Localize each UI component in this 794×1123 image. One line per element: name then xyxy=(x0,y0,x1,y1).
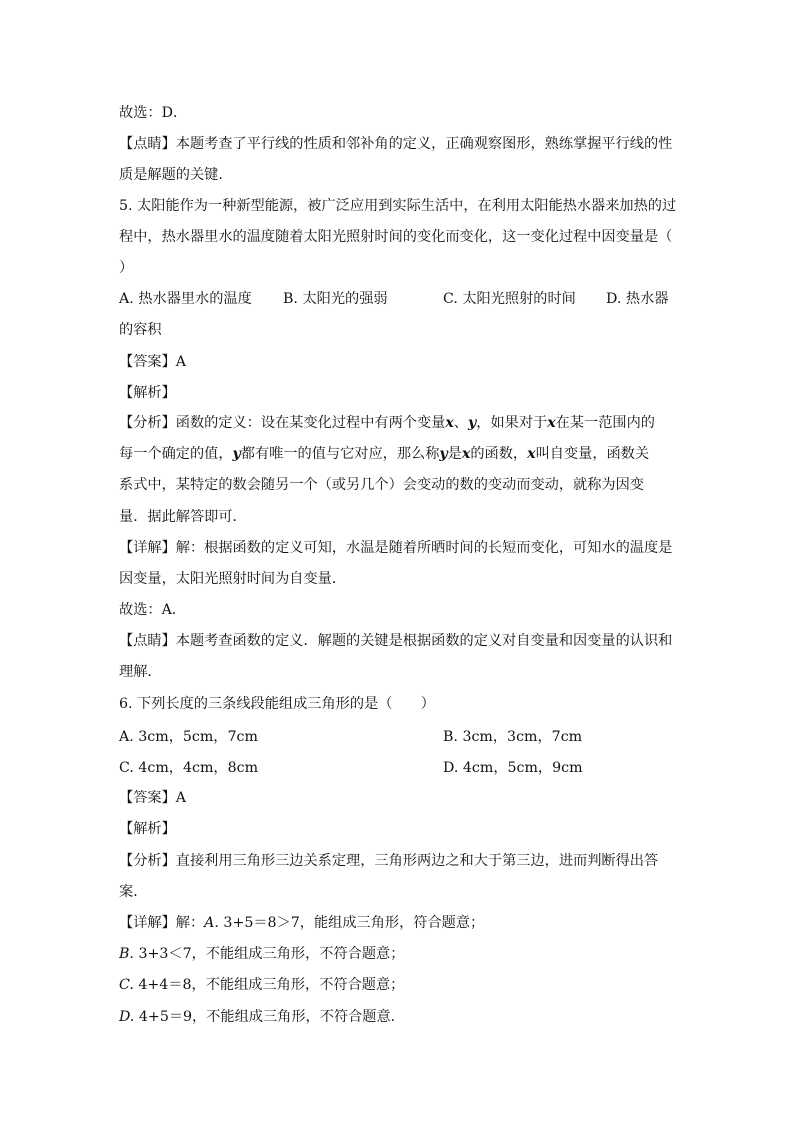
q5-option-d: D. 热水器 xyxy=(606,291,669,307)
q6-analysis-title: 【解析】 xyxy=(119,821,176,837)
q5-analysis-line-3: 系式中，某特定的数会随另一个（或另几个）会变动的数的变动而变动，就称为因变 xyxy=(119,477,644,493)
var-x: x xyxy=(547,415,556,431)
q5-option-a: A. 热水器里水的温度 xyxy=(119,291,252,307)
q6-detail-intro: 【详解】解： xyxy=(119,915,205,931)
q5-comment-line-2: 理解． xyxy=(119,664,162,680)
q6-detail-label-d: D. xyxy=(119,1009,135,1025)
q6-option-b: B. 3cm，3cm，7cm xyxy=(443,729,583,745)
var-y: y xyxy=(439,446,448,462)
q5-analysis-text: ，如果对于 xyxy=(476,415,548,431)
q5-analysis-line-2 xyxy=(119,444,649,464)
q6-analysis-line-1: 【分析】直接利用三角形三边关系定理，三角形两边之和大于第三边，进而判断得出答 xyxy=(119,853,659,869)
q5-analysis-line-4: 量．据此解答即可． xyxy=(119,509,247,525)
q6-analysis-line-2: 案． xyxy=(119,884,148,900)
q5-analysis-text: 是 xyxy=(447,446,462,462)
prev-comment-line-2: 质是解题的关键． xyxy=(119,167,233,183)
separator: 、 xyxy=(453,415,468,431)
q5-answer: 【答案】A xyxy=(119,354,186,370)
q6-detail-line-a xyxy=(119,913,484,933)
q6-option-c: C. 4cm，4cm，8cm xyxy=(119,760,259,776)
q5-option-b: B. 太阳光的强弱 xyxy=(283,291,388,307)
q5-stem-line-1: 5. 太阳能作为一种新型能源，被广泛应用到实际生活中，在利用太阳能热水器来加热的过 xyxy=(119,198,677,214)
var-x: x xyxy=(527,446,536,462)
q6-detail-text-d: 4+5＝9，不能组成三角形，不符合题意． xyxy=(134,1009,405,1025)
q6-stem: 6. 下列长度的三条线段能组成三角形的是（ ） xyxy=(119,696,435,712)
q6-detail-line-b xyxy=(119,944,404,964)
prev-answer-line: 故选：D． xyxy=(119,105,188,121)
q6-detail-text-b: 3+3＜7，不能组成三角形，不符合题意； xyxy=(133,946,405,962)
var-x: x xyxy=(461,446,471,462)
q5-option-d-continued: 的容积 xyxy=(119,322,162,338)
q6-detail-label-a: A. xyxy=(204,915,219,931)
q6-detail-label-c: C. xyxy=(119,977,134,993)
q5-analysis-title: 【解析】 xyxy=(119,385,176,401)
q6-detail-label-b: B. xyxy=(119,946,134,962)
q5-detail-line-2: 因变量，太阳光照射时间为自变量． xyxy=(119,571,347,587)
q5-analysis-line-1 xyxy=(119,413,655,433)
q5-detail-line-1: 【详解】解：根据函数的定义可知，水温是随着所晒时间的长短而变化，可知水的温度是 xyxy=(119,540,673,556)
q5-analysis-text: 叫自变量，函数关 xyxy=(535,446,650,462)
q5-analysis-text: 每一个确定的值， xyxy=(119,446,233,462)
var-y: y xyxy=(232,446,241,462)
var-y: y xyxy=(468,415,477,431)
var-x: x xyxy=(445,415,454,431)
q6-detail-text-c: 4+4＝8，不能组成三角形，不符合题意； xyxy=(133,977,405,993)
q6-detail-line-d xyxy=(119,1007,405,1027)
q5-analysis-text: 的函数， xyxy=(470,446,528,462)
q6-answer: 【答案】A xyxy=(119,790,186,806)
q6-detail-text-a: 3+5＝8＞7，能组成三角形，符合题意； xyxy=(218,915,485,931)
q5-analysis-text: 在某一范围内的 xyxy=(555,415,655,431)
q6-detail-line-c xyxy=(119,975,404,995)
q5-analysis-text: 【分析】函数的定义：设在某变化过程中有两个变量 xyxy=(119,415,446,431)
q5-option-c: C. 太阳光照射的时间 xyxy=(443,291,576,307)
q5-stem-line-3: ） xyxy=(119,260,134,276)
q6-option-a: A. 3cm，5cm，7cm xyxy=(119,729,258,745)
prev-comment-line-1: 【点睛】本题考查了平行线的性质和邻补角的定义，正确观察图形，熟练掌握平行线的性 xyxy=(119,136,673,152)
q5-stem-line-2: 程中，热水器里水的温度随着太阳光照射时间的变化而变化，这一变化过程中因变量是（ xyxy=(119,229,673,245)
q5-analysis-text: 都有唯一的值与它对应，那么称 xyxy=(240,446,440,462)
q6-option-d: D. 4cm，5cm，9cm xyxy=(443,760,583,776)
q5-choose: 故选：A． xyxy=(119,602,186,618)
q5-comment-line-1: 【点睛】本题考查函数的定义．解题的关键是根据函数的定义对自变量和因变量的认识和 xyxy=(119,633,673,649)
